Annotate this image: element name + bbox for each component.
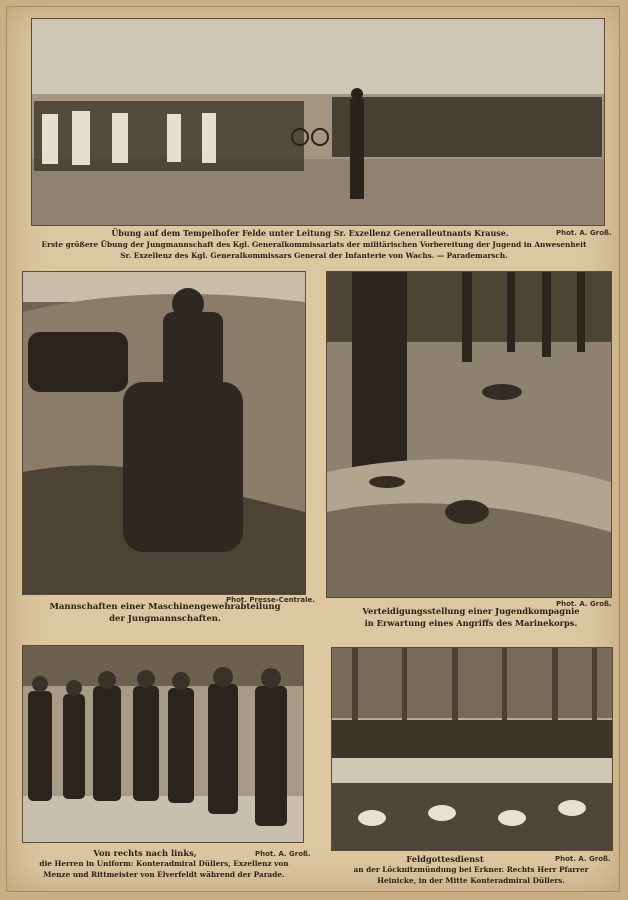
credit-officers: Phot. A. Groß. [255, 850, 311, 858]
credit-field-service: Phot. A. Groß. [555, 855, 611, 863]
caption-field-service-line3: Heinicke, in der Mitte Konteradmiral Düllers. [377, 876, 565, 885]
caption-tempelhof-line2: Sr. Exzellenz des Kgl. Generalkommissars General der Infanterie von Wachs. — Parademarsch. [120, 251, 508, 260]
caption-officers-line3: Menze und Rittmeister von Elverfeldt während der Parade. [43, 870, 285, 879]
caption-officers-line2: die Herren in Uniform: Konteradmiral Düllers, Exzellenz von [39, 859, 289, 868]
caption-machine-gun-line1: Mannschaften einer Maschinengewehrabteilung [49, 602, 281, 612]
caption-officers-line1: Von rechts nach links, [93, 848, 197, 858]
photo-officers-parade [22, 645, 304, 843]
credit-defense: Phot. A. Groß. [556, 600, 612, 608]
photo-defense-position [326, 271, 612, 598]
credit-machine-gun: Phot. Presse-Centrale. [226, 596, 315, 604]
caption-machine-gun-line2: der Jungmannschaften. [109, 614, 221, 624]
caption-tempelhof-title: Übung auf dem Tempelhofer Felde unter Leitung Sr. Exzellenz Generalleutnants Krause. [111, 228, 509, 238]
caption-defense-line2: in Erwartung eines Angriffs des Marinekorps. [364, 618, 578, 628]
caption-field-service-line1: Feldgottesdienst [406, 854, 484, 864]
caption-defense-line1: Verteidigungsstellung einer Jugendkompagnie [362, 606, 580, 616]
photo-tempelhof-parade [31, 18, 605, 226]
photo-field-service [331, 647, 613, 851]
photo-machine-gun-unit [22, 271, 306, 595]
caption-field-service-line2: an der Löcknitzmündung bei Erkner. Rechts Herr Pfarrer [353, 865, 589, 874]
credit-tempelhof: Phot. A. Groß. [556, 229, 612, 237]
caption-tempelhof-line1: Erste größere Übung der Jungmannschaft des Kgl. Generalkommissariats der militärischen Vorbereitung der Jugend in Anwesenheit [41, 240, 587, 249]
